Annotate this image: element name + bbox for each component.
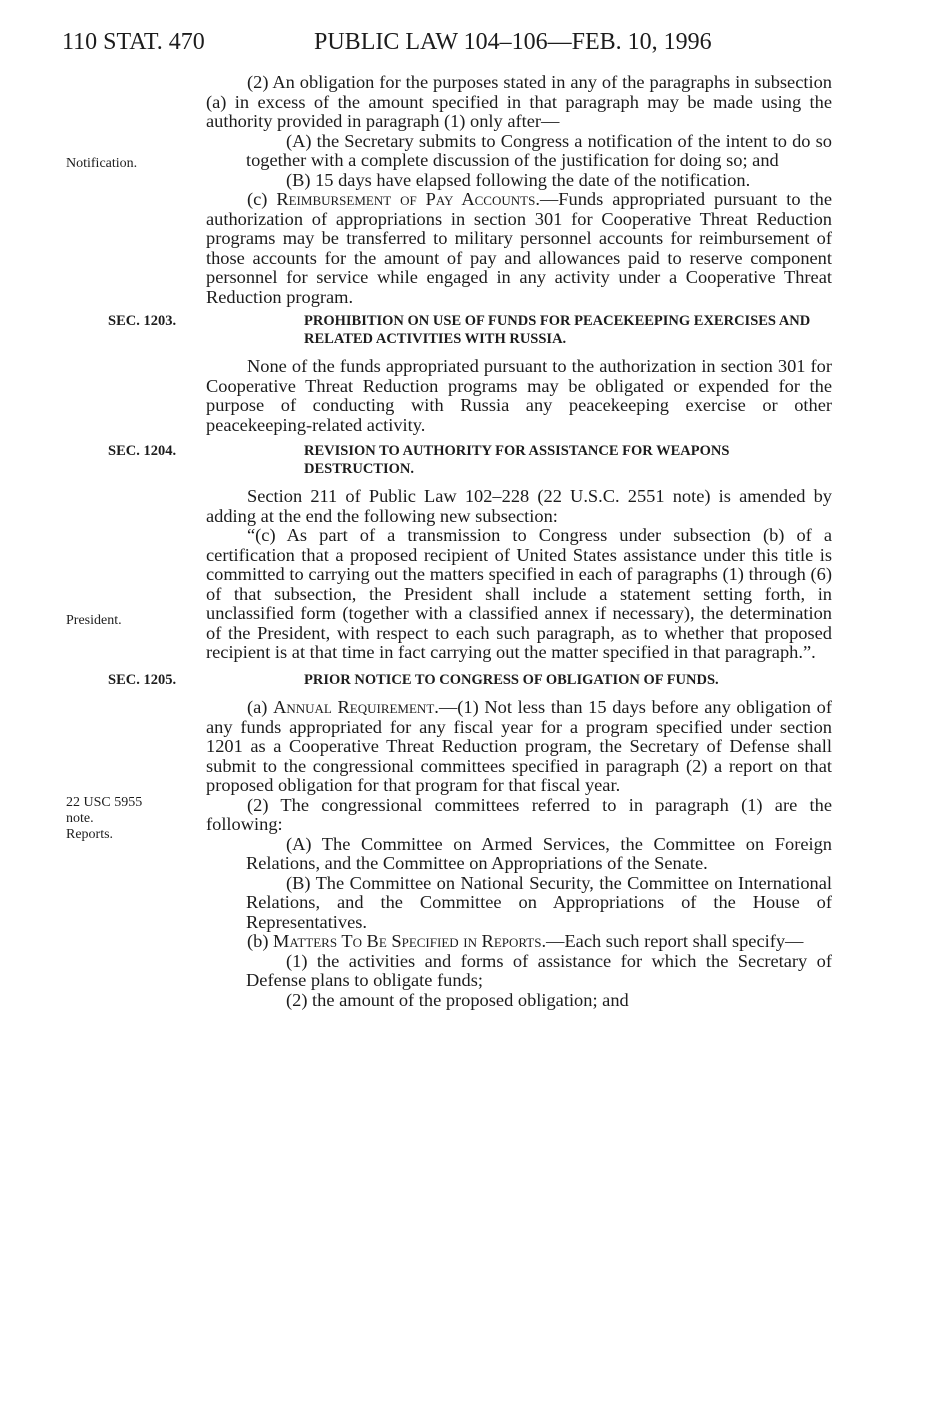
section-1203-title: PROHIBITION ON USE OF FUNDS FOR PEACEKEEPING EXERCISES AND RELATED ACTIVITIES WITH RUSSIA. [304, 313, 811, 347]
section-1204-heading [108, 443, 832, 478]
section-1205-paragraph-b2: (2) the amount of the proposed obligation; and [286, 989, 629, 1010]
paragraph-2-intro: (2) An obligation for the purposes stated in any of the paragraphs in subsection (a) in excess of the amount specified in that paragraph may be made using the authority provided in paragraph (1) only after— [206, 72, 832, 131]
section-1204-label: SEC. 1204. [108, 443, 177, 459]
section-1205-paragraph-2B: (B) The Committee on National Security, the Committee on International Relations, and the Committee on Appropriations of the House of Representatives. [246, 872, 832, 932]
section-1205-paragraph-2: (2) The congressional committees referred to in paragraph (1) are the following: [206, 794, 832, 834]
section-1204-quoted-subsection: “(c) As part of a transmission to Congress under subsection (b) of a certification that a proposed recipient of United States assistance under this title is committed to carrying out the matters specified in each of paragraphs (1) through (6) of that subsection, the President shall include a statement setting forth, in unclassified form (together with a classified annex if necessary), the determination of the President, with respect to each such paragraph, as to whether that proposed recipient is at that time in fact carrying out the matter specified in that paragraph.”. [206, 525, 832, 662]
section-1205-subsection-b [206, 932, 832, 952]
section-1203-heading [108, 313, 832, 348]
paragraph-A: (A) the Secretary submits to Congress a notification of the intent to do so together with a complete discussion of the justification for doing so; and [246, 130, 832, 170]
section-1205-label: SEC. 1205. [108, 671, 177, 688]
margin-note-notification: Notification. [66, 156, 138, 171]
section-1205-paragraph-2A: (A) The Committee on Armed Services, the Committee on Foreign Relations, and the Committee on Appropriations of the Senate. [246, 833, 832, 873]
paragraph-B: (B) 15 days have elapsed following the date of the notification. [286, 169, 751, 190]
margin-note-usc-note: note. [66, 811, 94, 826]
stat-citation: 110 STAT. 470 [62, 29, 205, 55]
subsection-c [206, 190, 832, 307]
section-1203-label: SEC. 1203. [108, 313, 177, 329]
margin-note-usc: 22 USC 5955 [66, 795, 143, 810]
margin-note-usc-reports [66, 795, 191, 843]
section-1205-paragraph-b1: (1) the activities and forms of assistance for which the Secretary of Defense plans to obligate funds; [246, 950, 832, 990]
margin-note-reports: Reports. [66, 827, 114, 842]
subsection-a-text: .—(1) Not less than 15 days before any obligation of any funds appropriated for any fiscal year for a program specified under section 1201 as a Cooperative Threat Reduction program, the Secretary of Defense shall submit to the congressional committees specified in paragraph (2) a report on that proposed obligation for that program for that fiscal year. [206, 697, 832, 795]
running-head [62, 26, 852, 58]
section-1204-intro: Section 211 of Public Law 102–228 (22 U.S.C. 2551 note) is amended by adding at the end the following new subsection: [206, 486, 832, 526]
section-1205-title: PRIOR NOTICE TO CONGRESS OF OBLIGATION OF FUNDS. [304, 671, 719, 688]
section-1205-heading [108, 671, 832, 690]
subsection-b-text: .—Each such report shall specify— [541, 931, 804, 951]
law-title: PUBLIC LAW 104–106—FEB. 10, 1996 [314, 29, 712, 55]
subsection-b-heading: Matters To Be Specified in Reports [273, 931, 542, 951]
subsection-a-heading: Annual Requirement [273, 697, 435, 717]
section-1203-text: None of the funds appropriated pursuant to the authorization in section 301 for Cooperative Threat Reduction programs may be obligated or expended for the purpose of conducting with Russia any peacekeeping exercise or other peacekeeping-related activity. [206, 356, 832, 435]
subsection-b-label: (b) [247, 931, 274, 951]
subsection-c-label: (c) [247, 189, 277, 209]
margin-note-president: President. [66, 613, 122, 628]
section-1204-title: REVISION TO AUTHORITY FOR ASSISTANCE FOR WEAPONS DESTRUCTION. [304, 443, 730, 477]
subsection-c-heading: Reimbursement of Pay Accounts [276, 189, 536, 209]
subsection-c-text: .—Funds appropriated pursuant to the authorization of appropriations in section 301 for Cooperative Threat Reduction programs may be transferred to military personnel accounts for reimbursement of those accounts for the amount of pay and allowances paid to reserve component personnel for service while engaged in any activity under a Cooperative Threat Reduction program. [206, 189, 832, 307]
subsection-a-label: (a) [247, 697, 274, 717]
section-1205-subsection-a [206, 698, 832, 796]
body-text [108, 72, 832, 1010]
